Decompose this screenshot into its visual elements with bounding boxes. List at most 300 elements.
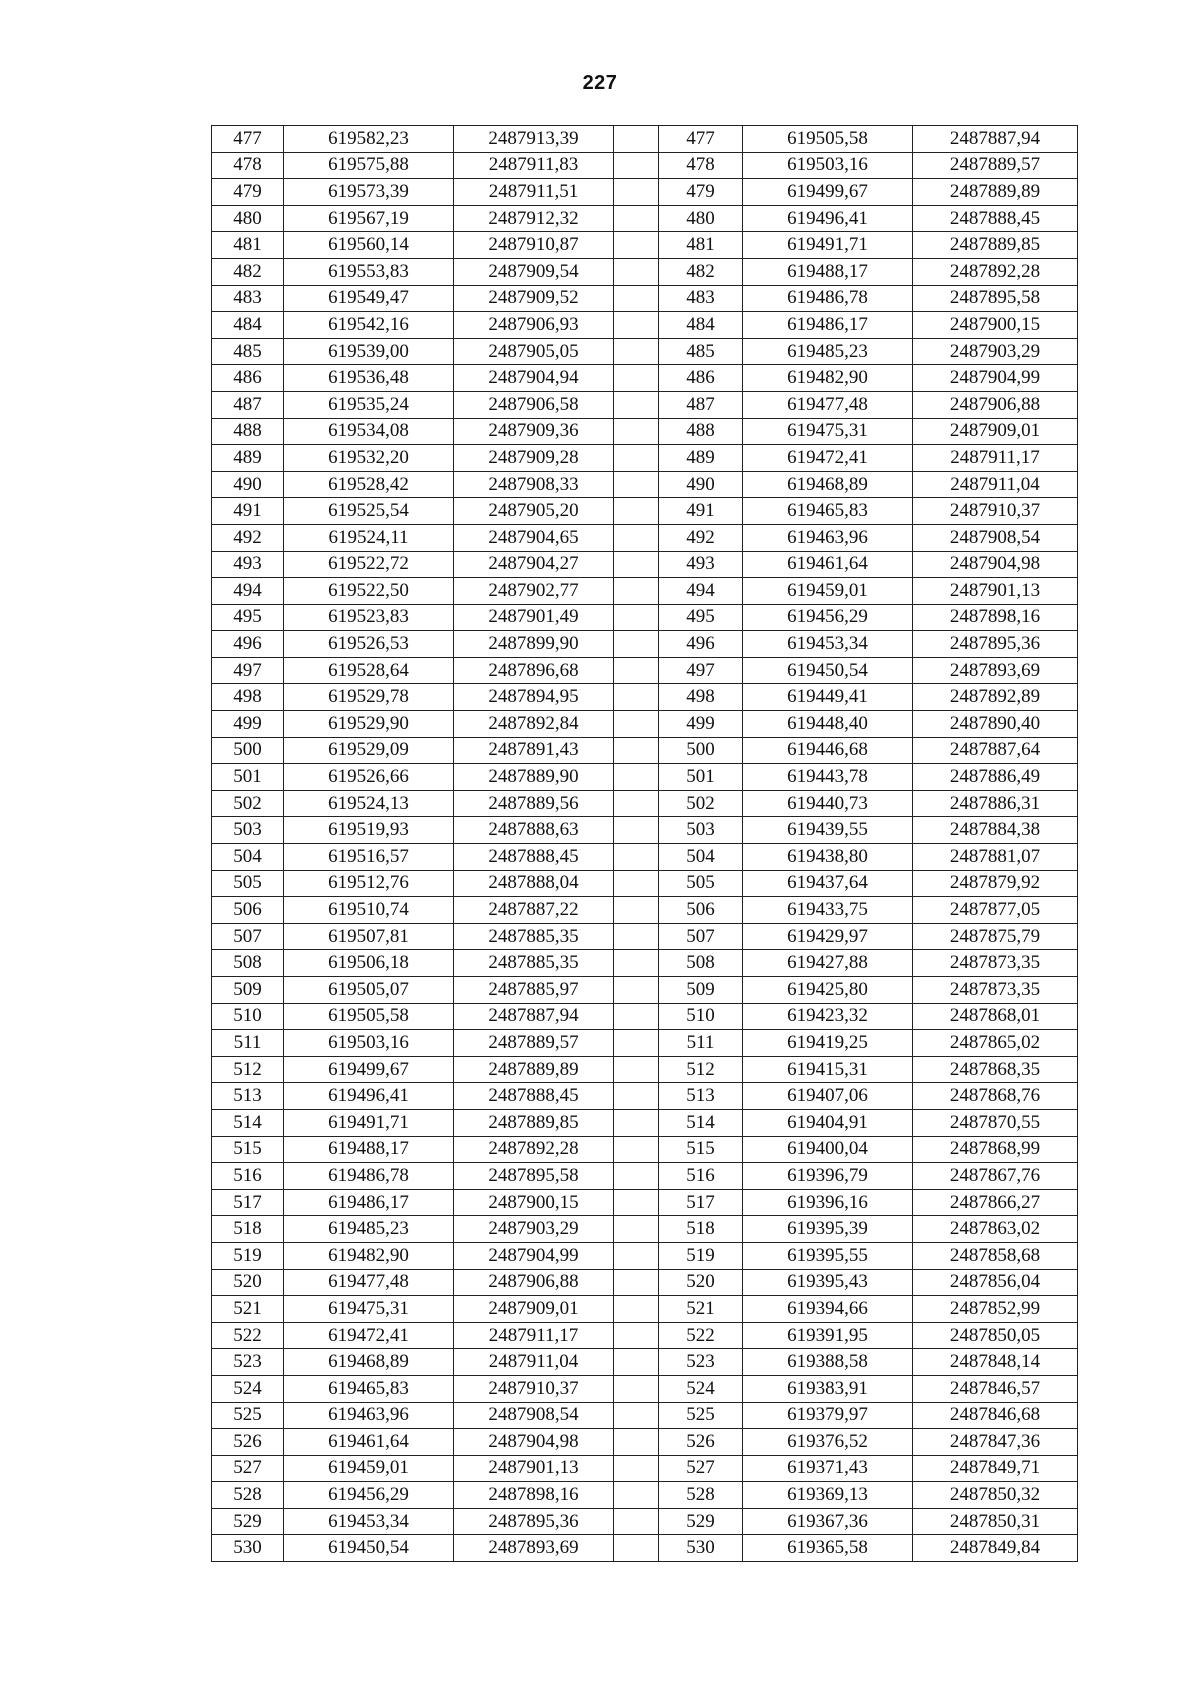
right-y-coordinate: 2487875,79 <box>913 923 1078 950</box>
right-x-coordinate: 619439,55 <box>743 817 913 844</box>
left-point-number: 523 <box>212 1349 284 1376</box>
left-x-coordinate: 619496,41 <box>284 1083 454 1110</box>
left-point-number: 530 <box>212 1535 284 1562</box>
left-y-coordinate: 2487888,63 <box>454 817 614 844</box>
right-point-number: 479 <box>659 179 743 206</box>
spacer-cell <box>614 1083 659 1110</box>
left-x-coordinate: 619523,83 <box>284 604 454 631</box>
spacer-cell <box>614 870 659 897</box>
right-x-coordinate: 619496,41 <box>743 205 913 232</box>
left-x-coordinate: 619505,07 <box>284 977 454 1004</box>
right-x-coordinate: 619395,43 <box>743 1269 913 1296</box>
right-x-coordinate: 619379,97 <box>743 1402 913 1429</box>
spacer-cell <box>614 1109 659 1136</box>
left-y-coordinate: 2487889,90 <box>454 764 614 791</box>
table-row <box>212 391 1078 418</box>
right-x-coordinate: 619383,91 <box>743 1375 913 1402</box>
right-y-coordinate: 2487849,84 <box>913 1535 1078 1562</box>
right-y-coordinate: 2487895,36 <box>913 631 1078 658</box>
left-x-coordinate: 619485,23 <box>284 1216 454 1243</box>
left-x-coordinate: 619575,88 <box>284 152 454 179</box>
right-point-number: 498 <box>659 684 743 711</box>
left-x-coordinate: 619534,08 <box>284 418 454 445</box>
spacer-cell <box>614 1136 659 1163</box>
right-x-coordinate: 619425,80 <box>743 977 913 1004</box>
left-point-number: 519 <box>212 1242 284 1269</box>
right-y-coordinate: 2487898,16 <box>913 604 1078 631</box>
left-point-number: 505 <box>212 870 284 897</box>
left-y-coordinate: 2487889,89 <box>454 1056 614 1083</box>
right-y-coordinate: 2487858,68 <box>913 1242 1078 1269</box>
spacer-cell <box>614 205 659 232</box>
table-row <box>212 1402 1078 1429</box>
left-point-number: 528 <box>212 1482 284 1509</box>
right-x-coordinate: 619395,55 <box>743 1242 913 1269</box>
spacer-cell <box>614 1189 659 1216</box>
left-x-coordinate: 619539,00 <box>284 338 454 365</box>
table-row <box>212 471 1078 498</box>
spacer-cell <box>614 631 659 658</box>
left-y-coordinate: 2487888,45 <box>454 844 614 871</box>
right-point-number: 490 <box>659 471 743 498</box>
right-point-number: 523 <box>659 1349 743 1376</box>
right-y-coordinate: 2487852,99 <box>913 1296 1078 1323</box>
left-x-coordinate: 619553,83 <box>284 258 454 285</box>
right-point-number: 480 <box>659 205 743 232</box>
right-point-number: 511 <box>659 1030 743 1057</box>
left-y-coordinate: 2487912,32 <box>454 205 614 232</box>
right-x-coordinate: 619371,43 <box>743 1455 913 1482</box>
left-point-number: 497 <box>212 657 284 684</box>
right-x-coordinate: 619396,79 <box>743 1163 913 1190</box>
left-point-number: 481 <box>212 232 284 259</box>
spacer-cell <box>614 1216 659 1243</box>
left-point-number: 514 <box>212 1109 284 1136</box>
left-point-number: 522 <box>212 1322 284 1349</box>
right-y-coordinate: 2487850,05 <box>913 1322 1078 1349</box>
spacer-cell <box>614 445 659 472</box>
right-point-number: 481 <box>659 232 743 259</box>
right-y-coordinate: 2487849,71 <box>913 1455 1078 1482</box>
spacer-cell <box>614 578 659 605</box>
left-x-coordinate: 619525,54 <box>284 498 454 525</box>
table-row <box>212 445 1078 472</box>
spacer-cell <box>614 418 659 445</box>
right-point-number: 505 <box>659 870 743 897</box>
right-x-coordinate: 619440,73 <box>743 790 913 817</box>
left-y-coordinate: 2487892,28 <box>454 1136 614 1163</box>
left-y-coordinate: 2487911,04 <box>454 1349 614 1376</box>
left-point-number: 509 <box>212 977 284 1004</box>
left-point-number: 501 <box>212 764 284 791</box>
table-row <box>212 1056 1078 1083</box>
left-y-coordinate: 2487903,29 <box>454 1216 614 1243</box>
right-x-coordinate: 619429,97 <box>743 923 913 950</box>
left-y-coordinate: 2487889,57 <box>454 1030 614 1057</box>
right-y-coordinate: 2487866,27 <box>913 1189 1078 1216</box>
right-x-coordinate: 619468,89 <box>743 471 913 498</box>
right-point-number: 508 <box>659 950 743 977</box>
right-x-coordinate: 619400,04 <box>743 1136 913 1163</box>
right-point-number: 499 <box>659 711 743 738</box>
spacer-cell <box>614 391 659 418</box>
right-x-coordinate: 619365,58 <box>743 1535 913 1562</box>
right-x-coordinate: 619423,32 <box>743 1003 913 1030</box>
spacer-cell <box>614 1242 659 1269</box>
left-x-coordinate: 619524,11 <box>284 524 454 551</box>
right-x-coordinate: 619488,17 <box>743 258 913 285</box>
right-x-coordinate: 619453,34 <box>743 631 913 658</box>
right-x-coordinate: 619503,16 <box>743 152 913 179</box>
right-y-coordinate: 2487886,49 <box>913 764 1078 791</box>
table-row <box>212 1296 1078 1323</box>
right-y-coordinate: 2487901,13 <box>913 578 1078 605</box>
table-row <box>212 923 1078 950</box>
right-y-coordinate: 2487873,35 <box>913 977 1078 1004</box>
right-y-coordinate: 2487846,57 <box>913 1375 1078 1402</box>
right-point-number: 528 <box>659 1482 743 1509</box>
left-x-coordinate: 619529,78 <box>284 684 454 711</box>
spacer-cell <box>614 923 659 950</box>
left-point-number: 485 <box>212 338 284 365</box>
table-row <box>212 897 1078 924</box>
right-y-coordinate: 2487903,29 <box>913 338 1078 365</box>
right-point-number: 512 <box>659 1056 743 1083</box>
left-y-coordinate: 2487888,04 <box>454 870 614 897</box>
spacer-cell <box>614 258 659 285</box>
spacer-cell <box>614 684 659 711</box>
left-y-coordinate: 2487909,01 <box>454 1296 614 1323</box>
table-row <box>212 1189 1078 1216</box>
right-point-number: 483 <box>659 285 743 312</box>
left-point-number: 529 <box>212 1508 284 1535</box>
right-x-coordinate: 619472,41 <box>743 445 913 472</box>
spacer-cell <box>614 764 659 791</box>
right-y-coordinate: 2487865,02 <box>913 1030 1078 1057</box>
left-x-coordinate: 619510,74 <box>284 897 454 924</box>
spacer-cell <box>614 950 659 977</box>
right-point-number: 521 <box>659 1296 743 1323</box>
left-x-coordinate: 619522,50 <box>284 578 454 605</box>
right-y-coordinate: 2487848,14 <box>913 1349 1078 1376</box>
left-x-coordinate: 619516,57 <box>284 844 454 871</box>
left-y-coordinate: 2487894,95 <box>454 684 614 711</box>
right-point-number: 491 <box>659 498 743 525</box>
right-x-coordinate: 619404,91 <box>743 1109 913 1136</box>
table-row <box>212 578 1078 605</box>
right-point-number: 526 <box>659 1429 743 1456</box>
right-point-number: 510 <box>659 1003 743 1030</box>
left-point-number: 479 <box>212 179 284 206</box>
left-point-number: 478 <box>212 152 284 179</box>
left-x-coordinate: 619567,19 <box>284 205 454 232</box>
table-row <box>212 844 1078 871</box>
right-y-coordinate: 2487846,68 <box>913 1402 1078 1429</box>
table-row <box>212 1429 1078 1456</box>
left-y-coordinate: 2487908,54 <box>454 1402 614 1429</box>
left-y-coordinate: 2487910,37 <box>454 1375 614 1402</box>
right-x-coordinate: 619407,06 <box>743 1083 913 1110</box>
right-x-coordinate: 619395,39 <box>743 1216 913 1243</box>
left-point-number: 490 <box>212 471 284 498</box>
spacer-cell <box>614 1003 659 1030</box>
left-y-coordinate: 2487911,51 <box>454 179 614 206</box>
left-x-coordinate: 619482,90 <box>284 1242 454 1269</box>
left-x-coordinate: 619532,20 <box>284 445 454 472</box>
right-x-coordinate: 619463,96 <box>743 524 913 551</box>
left-x-coordinate: 619582,23 <box>284 126 454 153</box>
right-y-coordinate: 2487888,45 <box>913 205 1078 232</box>
left-y-coordinate: 2487906,58 <box>454 391 614 418</box>
spacer-cell <box>614 897 659 924</box>
right-point-number: 517 <box>659 1189 743 1216</box>
left-point-number: 524 <box>212 1375 284 1402</box>
left-x-coordinate: 619486,17 <box>284 1189 454 1216</box>
right-y-coordinate: 2487904,98 <box>913 551 1078 578</box>
right-point-number: 488 <box>659 418 743 445</box>
right-x-coordinate: 619394,66 <box>743 1296 913 1323</box>
spacer-cell <box>614 977 659 1004</box>
left-x-coordinate: 619528,42 <box>284 471 454 498</box>
table-row <box>212 498 1078 525</box>
left-point-number: 498 <box>212 684 284 711</box>
right-x-coordinate: 619449,41 <box>743 684 913 711</box>
left-point-number: 492 <box>212 524 284 551</box>
left-point-number: 517 <box>212 1189 284 1216</box>
right-x-coordinate: 619367,36 <box>743 1508 913 1535</box>
right-point-number: 516 <box>659 1163 743 1190</box>
left-point-number: 488 <box>212 418 284 445</box>
left-y-coordinate: 2487885,97 <box>454 977 614 1004</box>
left-point-number: 527 <box>212 1455 284 1482</box>
left-point-number: 515 <box>212 1136 284 1163</box>
left-y-coordinate: 2487904,98 <box>454 1429 614 1456</box>
left-x-coordinate: 619486,78 <box>284 1163 454 1190</box>
right-point-number: 487 <box>659 391 743 418</box>
left-y-coordinate: 2487888,45 <box>454 1083 614 1110</box>
right-point-number: 482 <box>659 258 743 285</box>
right-y-coordinate: 2487906,88 <box>913 391 1078 418</box>
table-row <box>212 205 1078 232</box>
right-y-coordinate: 2487889,85 <box>913 232 1078 259</box>
left-point-number: 493 <box>212 551 284 578</box>
left-x-coordinate: 619526,53 <box>284 631 454 658</box>
table-row <box>212 1083 1078 1110</box>
right-y-coordinate: 2487868,01 <box>913 1003 1078 1030</box>
right-x-coordinate: 619456,29 <box>743 604 913 631</box>
spacer-cell <box>614 790 659 817</box>
left-x-coordinate: 619461,64 <box>284 1429 454 1456</box>
left-point-number: 516 <box>212 1163 284 1190</box>
table-row <box>212 764 1078 791</box>
left-y-coordinate: 2487908,33 <box>454 471 614 498</box>
right-y-coordinate: 2487892,28 <box>913 258 1078 285</box>
left-point-number: 489 <box>212 445 284 472</box>
left-y-coordinate: 2487901,13 <box>454 1455 614 1482</box>
right-y-coordinate: 2487863,02 <box>913 1216 1078 1243</box>
left-point-number: 507 <box>212 923 284 950</box>
right-x-coordinate: 619433,75 <box>743 897 913 924</box>
table-row <box>212 977 1078 1004</box>
table-row <box>212 1269 1078 1296</box>
left-y-coordinate: 2487904,99 <box>454 1242 614 1269</box>
right-y-coordinate: 2487889,89 <box>913 179 1078 206</box>
left-y-coordinate: 2487904,65 <box>454 524 614 551</box>
table-row <box>212 1482 1078 1509</box>
right-point-number: 514 <box>659 1109 743 1136</box>
right-point-number: 527 <box>659 1455 743 1482</box>
table-row <box>212 1163 1078 1190</box>
spacer-cell <box>614 1508 659 1535</box>
right-y-coordinate: 2487889,57 <box>913 152 1078 179</box>
left-x-coordinate: 619535,24 <box>284 391 454 418</box>
right-y-coordinate: 2487877,05 <box>913 897 1078 924</box>
right-point-number: 494 <box>659 578 743 605</box>
left-point-number: 500 <box>212 737 284 764</box>
left-y-coordinate: 2487889,85 <box>454 1109 614 1136</box>
right-y-coordinate: 2487850,32 <box>913 1482 1078 1509</box>
right-y-coordinate: 2487873,35 <box>913 950 1078 977</box>
left-y-coordinate: 2487887,22 <box>454 897 614 924</box>
left-x-coordinate: 619506,18 <box>284 950 454 977</box>
table-row <box>212 817 1078 844</box>
right-point-number: 478 <box>659 152 743 179</box>
right-point-number: 495 <box>659 604 743 631</box>
table-row <box>212 1109 1078 1136</box>
coordinates-table-body <box>212 126 1078 1562</box>
left-point-number: 480 <box>212 205 284 232</box>
left-y-coordinate: 2487892,84 <box>454 711 614 738</box>
right-y-coordinate: 2487895,58 <box>913 285 1078 312</box>
left-x-coordinate: 619468,89 <box>284 1349 454 1376</box>
table-row <box>212 684 1078 711</box>
spacer-cell <box>614 1030 659 1057</box>
right-point-number: 485 <box>659 338 743 365</box>
right-x-coordinate: 619486,78 <box>743 285 913 312</box>
left-y-coordinate: 2487893,69 <box>454 1535 614 1562</box>
right-point-number: 493 <box>659 551 743 578</box>
right-y-coordinate: 2487892,89 <box>913 684 1078 711</box>
right-y-coordinate: 2487856,04 <box>913 1269 1078 1296</box>
spacer-cell <box>614 1322 659 1349</box>
right-y-coordinate: 2487868,76 <box>913 1083 1078 1110</box>
right-point-number: 518 <box>659 1216 743 1243</box>
right-x-coordinate: 619477,48 <box>743 391 913 418</box>
right-x-coordinate: 619415,31 <box>743 1056 913 1083</box>
table-row <box>212 1375 1078 1402</box>
spacer-cell <box>614 844 659 871</box>
spacer-cell <box>614 1349 659 1376</box>
right-point-number: 515 <box>659 1136 743 1163</box>
table-row <box>212 232 1078 259</box>
left-y-coordinate: 2487895,36 <box>454 1508 614 1535</box>
spacer-cell <box>614 1269 659 1296</box>
spacer-cell <box>614 1402 659 1429</box>
left-x-coordinate: 619503,16 <box>284 1030 454 1057</box>
table-row <box>212 338 1078 365</box>
right-y-coordinate: 2487909,01 <box>913 418 1078 445</box>
table-row <box>212 790 1078 817</box>
right-point-number: 500 <box>659 737 743 764</box>
left-point-number: 508 <box>212 950 284 977</box>
table-row <box>212 737 1078 764</box>
right-y-coordinate: 2487879,92 <box>913 870 1078 897</box>
table-row <box>212 551 1078 578</box>
right-y-coordinate: 2487910,37 <box>913 498 1078 525</box>
spacer-cell <box>614 657 659 684</box>
table-row <box>212 312 1078 339</box>
left-y-coordinate: 2487898,16 <box>454 1482 614 1509</box>
right-x-coordinate: 619376,52 <box>743 1429 913 1456</box>
left-point-number: 512 <box>212 1056 284 1083</box>
table-row <box>212 604 1078 631</box>
right-point-number: 524 <box>659 1375 743 1402</box>
left-x-coordinate: 619536,48 <box>284 365 454 392</box>
left-x-coordinate: 619522,72 <box>284 551 454 578</box>
left-y-coordinate: 2487887,94 <box>454 1003 614 1030</box>
left-x-coordinate: 619477,48 <box>284 1269 454 1296</box>
spacer-cell <box>614 471 659 498</box>
right-x-coordinate: 619438,80 <box>743 844 913 871</box>
right-point-number: 519 <box>659 1242 743 1269</box>
left-y-coordinate: 2487896,68 <box>454 657 614 684</box>
spacer-cell <box>614 1163 659 1190</box>
right-y-coordinate: 2487890,40 <box>913 711 1078 738</box>
right-point-number: 509 <box>659 977 743 1004</box>
left-y-coordinate: 2487901,49 <box>454 604 614 631</box>
spacer-cell <box>614 817 659 844</box>
left-y-coordinate: 2487904,27 <box>454 551 614 578</box>
left-y-coordinate: 2487885,35 <box>454 950 614 977</box>
spacer-cell <box>614 1056 659 1083</box>
spacer-cell <box>614 604 659 631</box>
left-point-number: 484 <box>212 312 284 339</box>
left-point-number: 487 <box>212 391 284 418</box>
left-point-number: 482 <box>212 258 284 285</box>
left-point-number: 511 <box>212 1030 284 1057</box>
spacer-cell <box>614 1429 659 1456</box>
right-x-coordinate: 619459,01 <box>743 578 913 605</box>
right-x-coordinate: 619437,64 <box>743 870 913 897</box>
right-y-coordinate: 2487886,31 <box>913 790 1078 817</box>
spacer-cell <box>614 1455 659 1482</box>
table-row <box>212 657 1078 684</box>
left-y-coordinate: 2487911,17 <box>454 1322 614 1349</box>
table-row <box>212 365 1078 392</box>
left-x-coordinate: 619488,17 <box>284 1136 454 1163</box>
left-point-number: 483 <box>212 285 284 312</box>
right-point-number: 489 <box>659 445 743 472</box>
left-x-coordinate: 619463,96 <box>284 1402 454 1429</box>
right-point-number: 504 <box>659 844 743 871</box>
left-x-coordinate: 619524,13 <box>284 790 454 817</box>
table-row <box>212 179 1078 206</box>
left-y-coordinate: 2487909,36 <box>454 418 614 445</box>
right-point-number: 522 <box>659 1322 743 1349</box>
right-x-coordinate: 619491,71 <box>743 232 913 259</box>
right-x-coordinate: 619482,90 <box>743 365 913 392</box>
right-x-coordinate: 619499,67 <box>743 179 913 206</box>
left-point-number: 495 <box>212 604 284 631</box>
right-point-number: 520 <box>659 1269 743 1296</box>
left-x-coordinate: 619529,90 <box>284 711 454 738</box>
right-point-number: 513 <box>659 1083 743 1110</box>
right-x-coordinate: 619388,58 <box>743 1349 913 1376</box>
table-row <box>212 1455 1078 1482</box>
spacer-cell <box>614 365 659 392</box>
right-x-coordinate: 619475,31 <box>743 418 913 445</box>
right-x-coordinate: 619391,95 <box>743 1322 913 1349</box>
